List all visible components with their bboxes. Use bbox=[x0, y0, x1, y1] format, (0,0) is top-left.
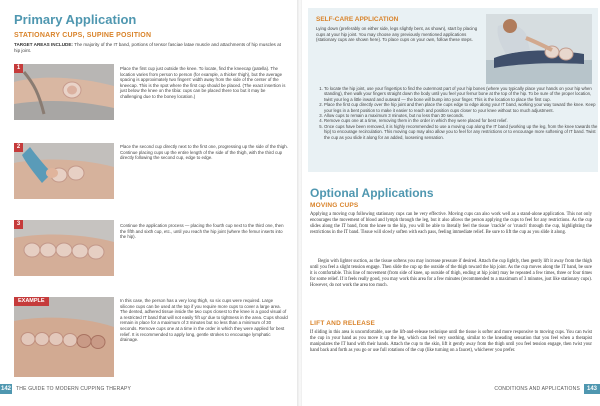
hand-placing-cup-image bbox=[14, 143, 114, 199]
step-2-photo bbox=[14, 143, 114, 199]
self-care-intro: Lying down (preferably on either side, legs slightly bent, as shown), start by placing cups at your hip joint. You may choose any previously mentioned applications (stationary cups are shown here). To place cups on your own, follow these steps. bbox=[316, 26, 478, 42]
step-3-text: Continue the application process — placing the fourth cup next to the third one, then the fifth and sixth cup, etc., until you reach the hip joint (where the femur inserts into the hip). bbox=[120, 223, 284, 240]
self-care-title: SELF-CARE APPLICATION bbox=[316, 16, 399, 23]
lift-release-heading: LIFT AND RELEASE bbox=[310, 320, 376, 327]
step-1-text: Place the first cup just outside the knee. To locate, find the kneecap (patella). The location varies from person to person (for example, a thicker thigh), but the average spacing is approximately two fingers' width away from the side of the center of the kneecap. This is the spot where the first cup should be placed. (The exact insertion is just below the knee on the tibia: cups can be placed there too but it may be challenging due to the boney location.) bbox=[120, 66, 286, 99]
example-badge: EXAMPLE bbox=[14, 297, 49, 306]
example-text: In this case, the person has a very long thigh, so six cups were required. Large silicone cups can be used at the top if you require more cups to cover a large area. The dented, adhered tissue inside the two cups closest to the knee is a good visual of a restricted IT band that will not easily 'lift up' due to tightness in the area. Cups should remain in place for a maximum of 3 minutes but no less than a minimum of 30 seconds. Remove cups one at a time in the order in which they were applied for best relief. It is recommended to apply long, gentle strokes to encourage lymphatic drainage. bbox=[120, 298, 288, 343]
intro-paragraph bbox=[14, 42, 286, 54]
self-care-step: 5. Once cups have been removed, it is highly recommended to use a moving cup along the IT band (working up the leg, from the knee towards the hip) to encourage recirculation. This moving cup may also allow you to feel for any restrictions or to encourage more softening of IT band. Twist the cup as you slide it along for an added, loosening sensation. bbox=[324, 124, 600, 140]
footer-chapter-title: CONDITIONS AND APPLICATIONS bbox=[494, 386, 580, 392]
self-care-step: 1. To locate the hip joint, use your fingertips to find the outermost part of your hip bones (where you typically place your hands on your hip when standing), then walk your fingers straight down the body until you feel your femur bone at the top of the hip. To be sure of the proper location, twist your leg a little inward and outward — the bone will bump into your finger. This is the location to place the first cup. bbox=[324, 86, 600, 102]
step-3-badge: 3 bbox=[14, 220, 23, 229]
self-care-step: 3. Allow cups to remain a maximum 3 minutes, but no less than 30 seconds. bbox=[324, 113, 600, 118]
self-care-step: 2. Place the first cup directly over the hip joint and then place the cups edge to edge along your IT band, working your way toward the knee. Keep your legs in a bent position to make it easier to reach and position cups closer to your knee without too much adjustment. bbox=[324, 102, 600, 113]
example-photo bbox=[14, 297, 114, 377]
intro-text: The majority of the IT band, portions of tensor fasciae latae muscle and attachments of hip muscles at hip joint. bbox=[14, 42, 281, 53]
step-2-badge: 2 bbox=[14, 143, 23, 152]
self-care-photo bbox=[486, 14, 592, 84]
step-3-photo bbox=[14, 220, 114, 276]
left-page bbox=[0, 0, 298, 406]
self-care-box bbox=[308, 8, 598, 172]
moving-cups-heading: MOVING CUPS bbox=[310, 202, 359, 209]
right-page bbox=[302, 0, 600, 406]
thigh-with-cup-image bbox=[14, 64, 114, 120]
self-care-step: 4. Remove cups one at a time, removing them in the order in which they were placed for best relief. bbox=[324, 118, 600, 123]
step-2-text: Place the second cup directly next to the first one, progressing up the side of the thigh. Continue placing cups up the entire length of the side of the thigh, with the third cup directly following the second cup, edge to edge. bbox=[120, 144, 288, 161]
person-lying-sideways-image bbox=[486, 14, 592, 84]
optional-heading: Optional Applications bbox=[310, 186, 434, 200]
intro-label: TARGET AREAS INCLUDE: bbox=[14, 42, 73, 47]
lift-release-paragraph: If sliding in this area is uncomfortable, use the lift-and-release technique until the tissue is softer and more responsive to moving cups. You can twist the cup in your hand as you move it up the leg, which can feel very soothing, similar to the kneading sensation that you feel when a therapist manipulates the IT band with their hands. Attach the cup to the skin, lift it gently away from the thigh until you feel tension engage, then twist your hand back and forth as you go or use full rotations of the cup (like turning on a faucet), whichever you prefer. bbox=[310, 330, 592, 353]
step-1-photo bbox=[14, 64, 114, 120]
long-thigh-cups-image bbox=[14, 297, 114, 377]
moving-cups-paragraph-2: Begin with lighter suction, as the tissue softens you may increase pressure if desired. Attach the cup lightly, then gently lift it away from the thigh until you feel a slight tension engage. Then slide the cup up the outside of the thigh toward the hip joint. As the cup moves along the IT band, be sure it is comfortable. This line of movement (from side of knee, up outside of thigh, ending at hip joint) may be repeated a few times, three or four times for some relief. If it feels really good, you may work this area for a few minutes (recommended to a maximum of 3 minutes, just like stationary cups). However, do not work the area too much. bbox=[310, 259, 592, 288]
row-of-cups-image bbox=[14, 220, 114, 276]
page-number-right: 143 bbox=[584, 384, 600, 394]
footer-book-title: THE GUIDE TO MODERN CUPPING THERAPY bbox=[16, 386, 132, 392]
step-1-badge: 1 bbox=[14, 64, 23, 73]
moving-cups-paragraph-1: Applying a moving cup following stationary cups can be very effective. Moving cups can also work well as a stand-alone application. This not only encourages the movement of blood and lymph through the leg, but it also allows the person applying the cups to feel for any restrictions. As the cup slides along the IT band, from the knee to the hip, you will be able to literally feel the tissue 'crackle' or 'crunch' through the cup, highlighting the restrictions in the IT band. Tissue will slowly soften with each pass, feeling immediate relief. Be sure to lift the cup as you slide it along. bbox=[310, 212, 592, 235]
self-care-steps bbox=[316, 86, 600, 140]
section-subheading: STATIONARY CUPS, SUPINE POSITION bbox=[14, 32, 152, 39]
page-title: Primary Application bbox=[14, 12, 137, 27]
page-number-left: 142 bbox=[0, 386, 11, 392]
